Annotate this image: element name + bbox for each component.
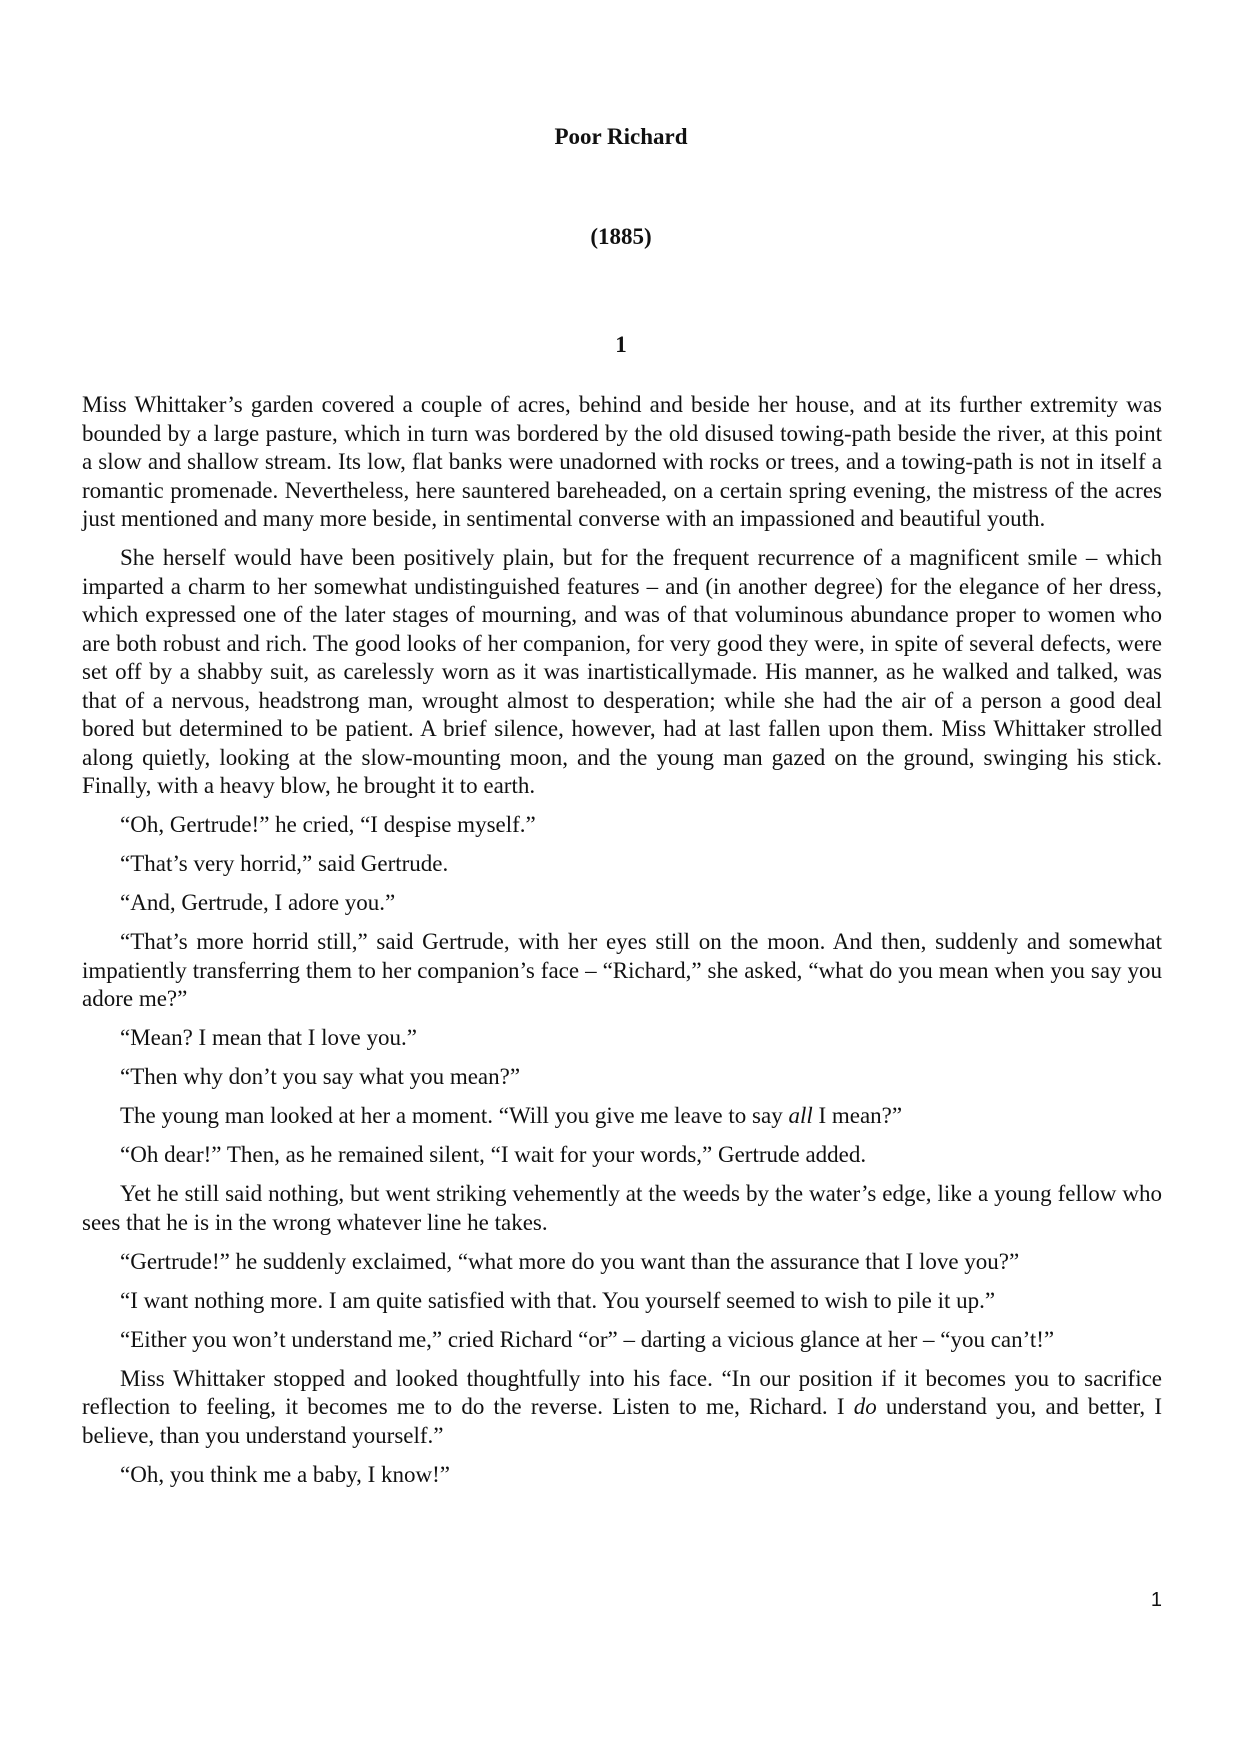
paragraph: “Oh dear!” Then, as he remained silent, “I wait for your words,” Gertrude added.	[120, 1142, 867, 1167]
text-run: I mean?”	[812, 1103, 903, 1128]
paragraph: “I want nothing more. I am quite satisfied with that. You yourself seemed to wish to pile it up.”	[120, 1287, 996, 1313]
story-text	[82, 391, 1162, 1500]
paragraph: “Mean? I mean that I love you.”	[120, 1025, 417, 1050]
text-run: Miss Whittaker stopped and looked thoughtfully into his face. “In our position if it becomes you to sacrifice reflection to feeling, it becomes me to do the reverse. Listen to me, Richard. I	[82, 1365, 1162, 1419]
paragraph: “That’s more horrid still,” said Gertrude, with her eyes still on the moon. And then, suddenly and somewhat impatiently transferring them to her companion’s face – “Richard,” she asked, “what do you mean when you say you adore me?”	[82, 929, 1162, 1011]
text-run: understand you, and better, I believe, than you understand yourself.”	[82, 1394, 1162, 1448]
paragraph: “Oh, you think me a baby, I know!”	[120, 1461, 451, 1487]
emphasis: all	[788, 1103, 813, 1128]
page-title: Poor Richard	[554, 124, 688, 149]
paragraph: “Then why don’t you say what you mean?”	[120, 1064, 521, 1089]
paragraph: Yet he still said nothing, but went striking vehemently at the weeds by the water’s edge, like a young fellow who sees that he is in the wrong whatever line he takes.	[82, 1181, 1162, 1235]
page-number: 1	[1150, 1589, 1162, 1611]
paragraph	[82, 1365, 1162, 1451]
paragraph: “Either you won’t understand me,” cried Richard “or” – darting a vicious glance at her – “you can’t!”	[120, 1326, 1055, 1352]
text-run: The young man looked at her a moment. “Will you give me leave to say	[120, 1103, 789, 1128]
paragraph: “Oh, Gertrude!” he cried, “I despise myself.”	[120, 812, 536, 837]
publication-year: (1885)	[590, 224, 652, 249]
paragraph: Miss Whittaker’s garden covered a couple of acres, behind and beside her house, and at its further extremity was bounded by a large pasture, which in turn was bordered by the old disused towing-path beside the river, at this point a slow and shallow stream. Its low, flat banks were unadorned with rocks or trees, and a towing-path is not in itself a romantic promenade. Nevertheless, here sauntered bareheaded, on a certain spring evening, the mistress of the acres just mentioned and many more beside, in sentimental converse with an impassioned and beautiful youth.	[82, 392, 1162, 531]
chapter-number: 1	[615, 332, 627, 357]
paragraph: “Gertrude!” he suddenly exclaimed, “what more do you want than the assurance that I love you?”	[120, 1248, 1020, 1274]
paragraph: “And, Gertrude, I adore you.”	[120, 890, 396, 915]
paragraph: “That’s very horrid,” said Gertrude.	[120, 851, 449, 876]
emphasis: do	[853, 1394, 877, 1419]
paragraph: She herself would have been positively plain, but for the frequent recurrence of a magnificent smile – which imparted a charm to her somewhat undistinguished features – and (in another degree) for the elegance of her dress, which expressed one of the later stages of mourning, and was of that voluminous abundance proper to women who are both robust and rich. The good looks of her companion, for very good they were, in spite of several defects, were set off by a shabby suit, as carelessly worn as it was inartisticallymade. His manner, as he walked and talked, was that of a nervous, headstrong man, wrought almost to desperation; while she had the air of a person a good deal bored but determined to be patient. A brief silence, however, had at last fallen upon them. Miss Whittaker strolled along quietly, looking at the slow-mounting moon, and the young man gazed on the ground, swinging his stick. Finally, with a heavy blow, he brought it to earth.	[82, 545, 1162, 798]
paragraph	[82, 1102, 1162, 1131]
